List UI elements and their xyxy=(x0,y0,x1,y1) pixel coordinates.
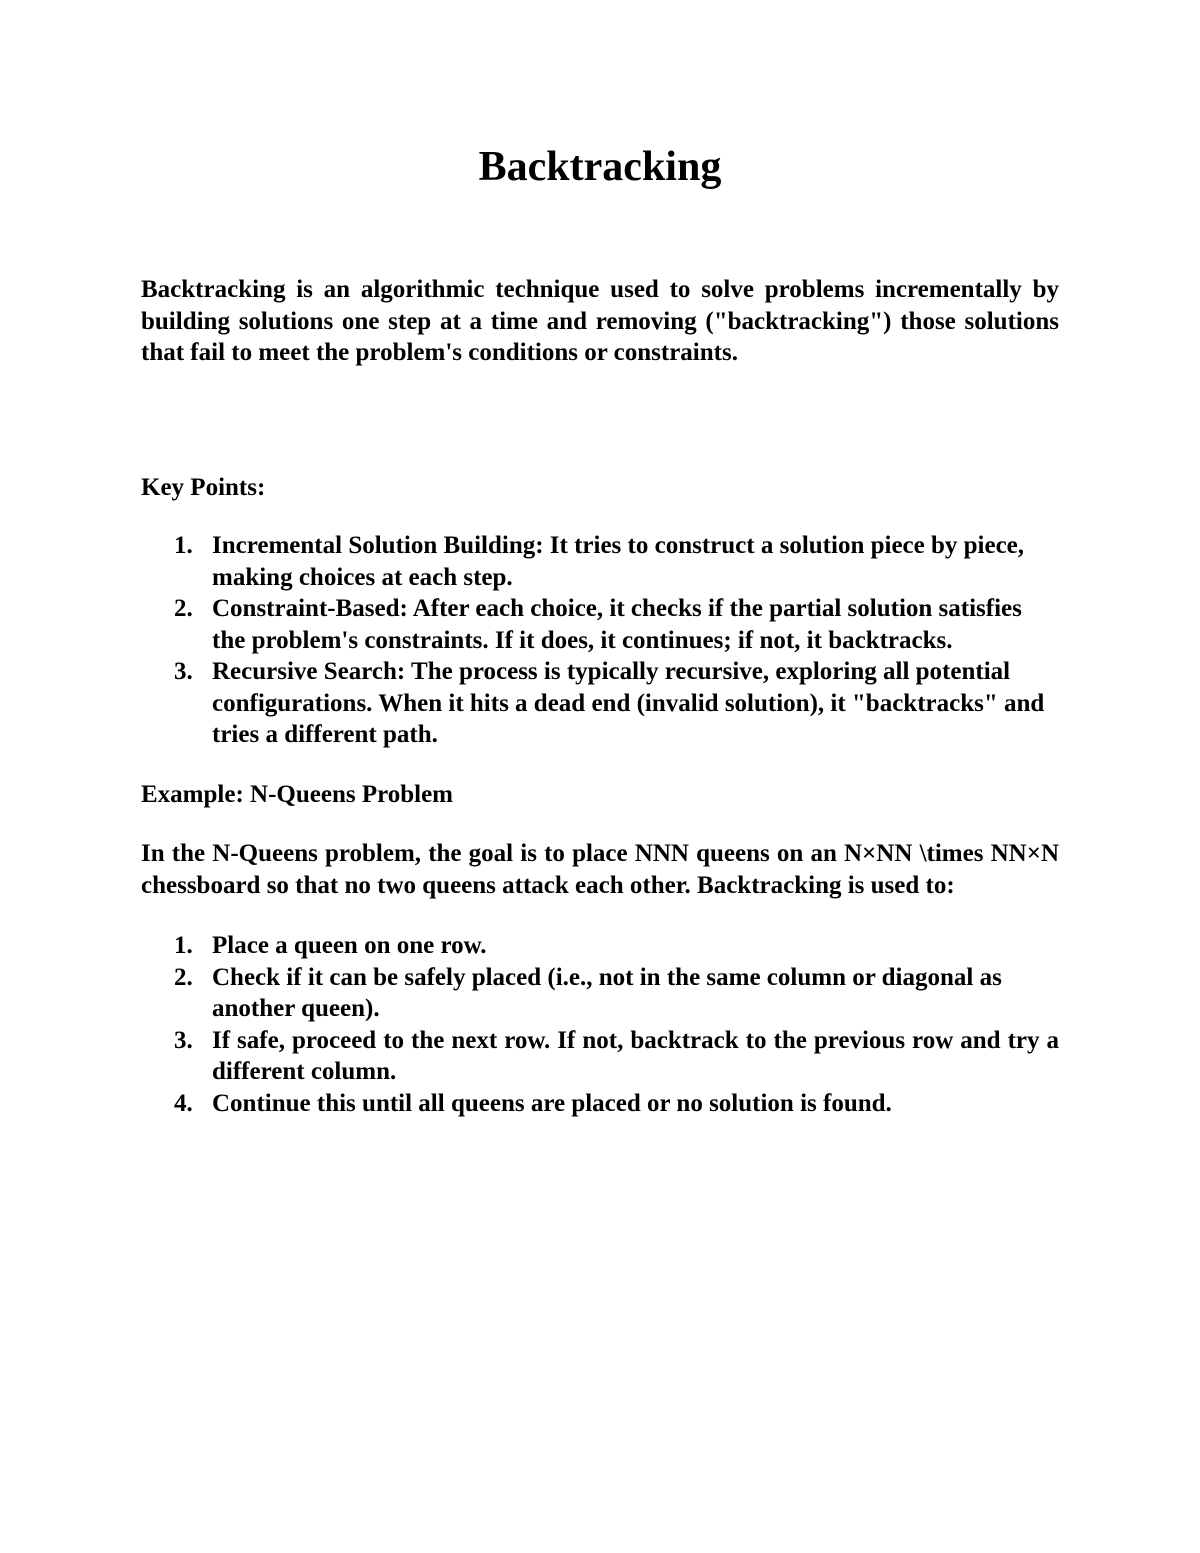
list-item-text: Place a queen on one row. xyxy=(212,932,487,959)
example-steps-list xyxy=(141,930,1059,1119)
list-item-text: Incremental Solution Building: It tries to construct a solution piece by piece, making choices at each step. xyxy=(212,532,1025,591)
list-item-text: Recursive Search: The process is typically recursive, exploring all potential configurations. When it hits a dead end (invalid solution), it "backtracks" and tries a different path. xyxy=(212,658,1045,748)
document-body xyxy=(141,274,1059,1119)
example-paragraph: In the N-Queens problem, the goal is to place NNN queens on an N×NN \times NN×N chessboard so that no two queens attack each other. Backtracking is used to: xyxy=(141,840,1059,899)
list-item xyxy=(141,1025,1059,1088)
document-title: Backtracking xyxy=(478,144,722,190)
list-item xyxy=(141,656,1059,751)
example-heading: Example: N-Queens Problem xyxy=(141,780,454,808)
list-item xyxy=(141,1088,1059,1120)
list-item-text: Check if it can be safely placed (i.e., not in the same column or diagonal as another queen). xyxy=(212,963,1002,1022)
list-item-text: Continue this until all queens are placed or no solution is found. xyxy=(212,1089,892,1117)
list-number: 3. xyxy=(174,1026,193,1054)
list-number: 2. xyxy=(174,963,193,991)
list-item xyxy=(141,930,1059,962)
list-item xyxy=(141,530,1059,593)
list-item xyxy=(141,593,1059,656)
list-item-text: If safe, proceed to the next row. If not, backtrack to the previous row and try a different column. xyxy=(212,1026,1059,1085)
list-number: 1. xyxy=(174,932,193,959)
list-number: 4. xyxy=(174,1089,193,1117)
intro-paragraph: Backtracking is an algorithmic technique used to solve problems incrementally by building solutions one step at a time and removing ("backtracking") those solutions that fail to meet the problem's conditions or constraints. xyxy=(141,276,1059,366)
list-number: 3. xyxy=(174,658,193,685)
list-item-text: Constraint-Based: After each choice, it checks if the partial solution satisfies the problem's constraints. If it does, it continues; if not, it backtracks. xyxy=(212,595,1022,654)
list-number: 1. xyxy=(174,532,193,559)
key-points-heading: Key Points: xyxy=(141,473,266,501)
list-item xyxy=(141,962,1059,1025)
list-number: 2. xyxy=(174,595,193,622)
key-points-list xyxy=(141,530,1059,751)
